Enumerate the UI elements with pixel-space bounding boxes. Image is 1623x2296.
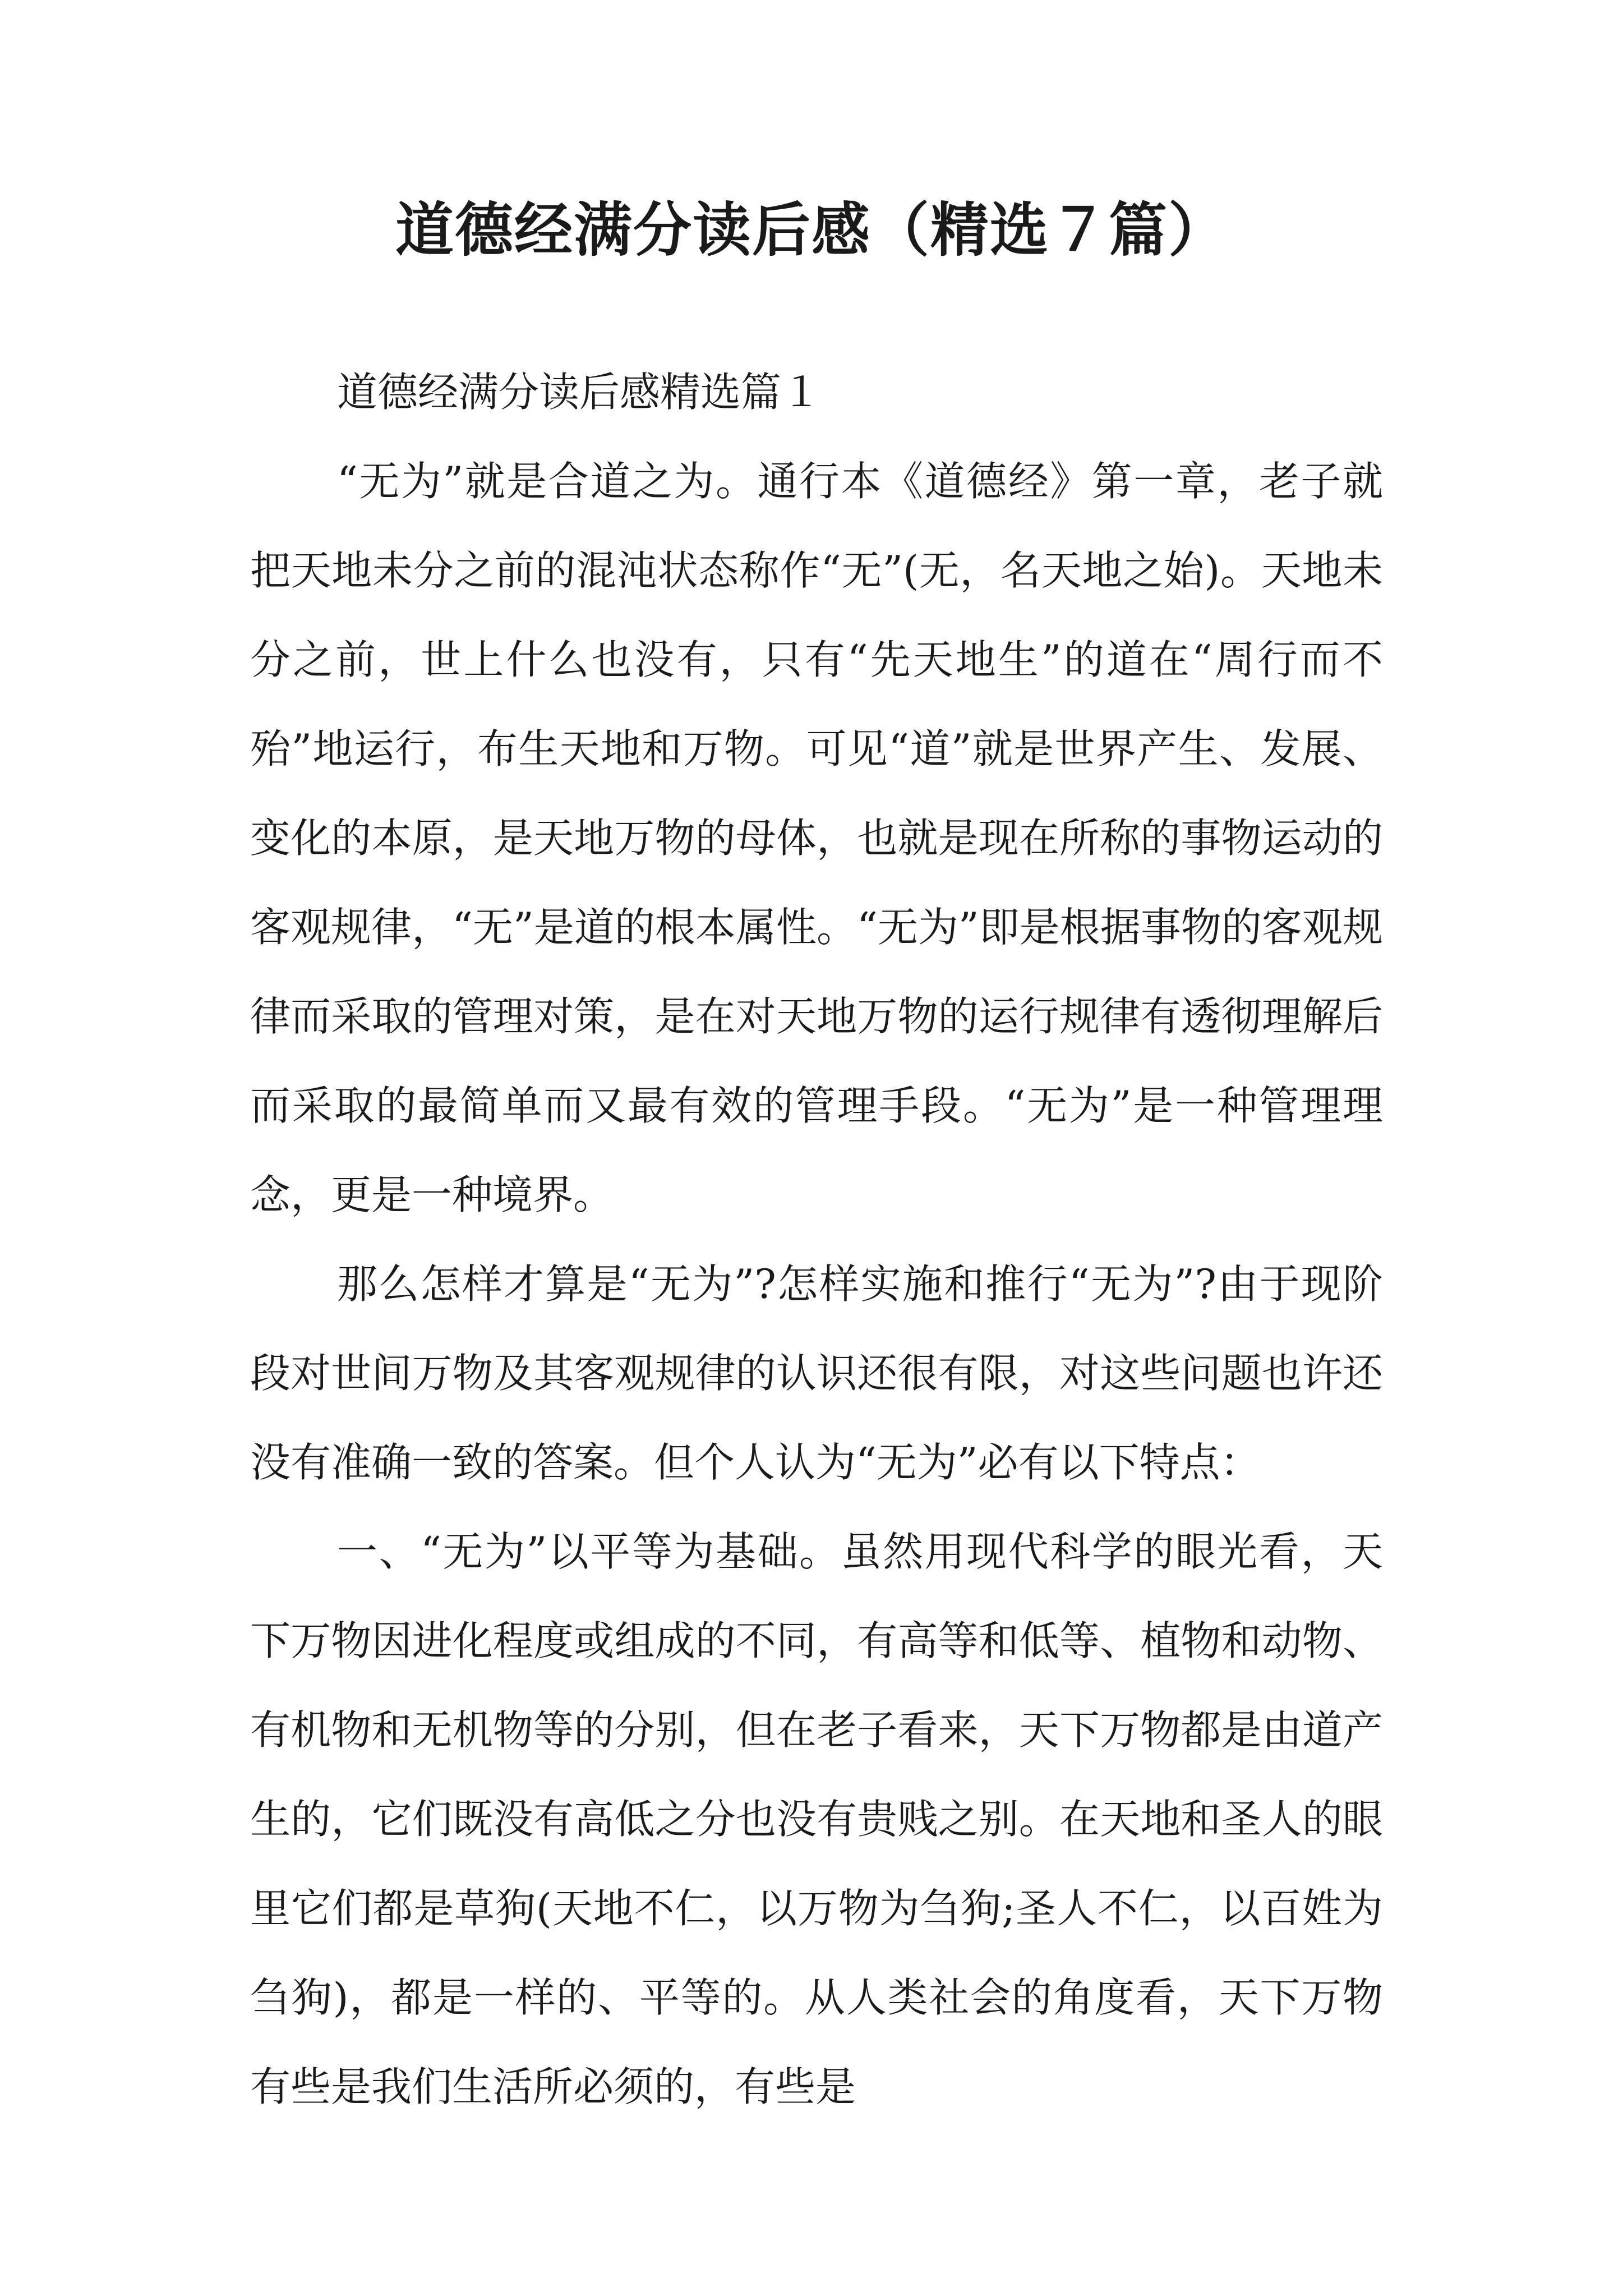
- document-body: [250, 348, 1383, 2132]
- document-title: 道德经满分读后感（精选７篇）: [395, 195, 1228, 264]
- paragraph-1: “无为”就是合道之为。通行本《道德经》第一章，老子就把天地未分之前的混沌状态称作“无”(无，名天地之始)。天地未分之前，世上什么也没有，只有“先天地生”的道在“周行而不殆”地运行，布生天地和万物。可见“道”就是世界产生、发展、变化的本原，是天地万物的母体，也就是现在所称的事物运动的客观规律，“无”是道的根本属性。“无为”即是根据事物的客观规律而采取的管理对策，是在对天地万物的运行规律有透彻理解后而采取的最简单而又最有效的管理手段。“无为”是一种管理理念，更是一种境界。: [250, 458, 1383, 1218]
- paragraph-3: 一、“无为”以平等为基础。虽然用现代科学的眼光看，天下万物因进化程度或组成的不同，有高等和低等、植物和动物、有机物和无机物等的分别，但在老子看来，天下万物都是由道产生的，它们既没有高低之分也没有贵贱之别。在天地和圣人的眼里它们都是草狗(天地不仁，以万物为刍狗;圣人不仁，以百姓为刍狗)，都是一样的、平等的。从人类社会的角度看，天下万物有些是我们生活所必须的，有些是: [250, 1528, 1383, 2110]
- section-heading: 道德经满分读后感精选篇１: [337, 369, 822, 416]
- paragraph-2: 那么怎样才算是“无为”?怎样实施和推行“无为”?由于现阶段对世间万物及其客观规律的认识还很有限，对这些问题也许还没有准确一致的答案。但个人认为“无为”必有以下特点：: [250, 1260, 1383, 1486]
